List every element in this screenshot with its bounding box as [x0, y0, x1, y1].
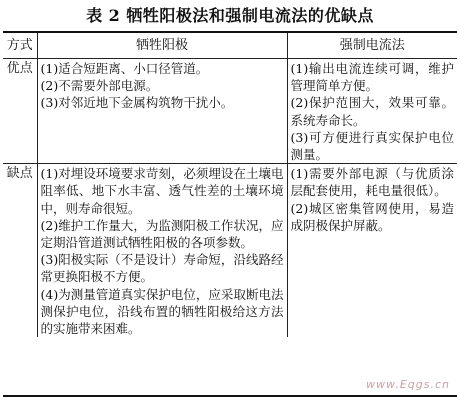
table-title: 表 2 牺牲阳极法和强制电流法的优缺点 [86, 6, 374, 25]
list-item: (3)阳极实际（不是设计）寿命短，沿线路经常更换阳极不方便。 [40, 252, 284, 285]
list-item: (1)需要外部电源（与优质涂层配套使用，耗电量很低）。 [290, 166, 454, 199]
list-item: (2)不需要外部电源。 [40, 78, 159, 94]
list-item: (1)对埋设环境要求苛刻，必须埋设在土壤电阻率低、地下水丰富、透气性差的土壤环境中，则寿命很短。 [40, 166, 284, 216]
list-item: (3)可方便进行真实保护电位测量。 [290, 129, 454, 163]
list-item: (1)输出电流连续可调，维护管理简单方便。 [290, 61, 454, 94]
advantages-impressed-cell [287, 59, 457, 164]
comparison-table [3, 33, 457, 337]
advantages-sacrificial-cell [37, 59, 287, 164]
list-item: (2)保护范围大，效果可靠。系统寿命长。 [290, 95, 454, 128]
header-method: 方式 [3, 33, 37, 59]
disadvantages-label: 缺点 [3, 164, 37, 338]
header-sacrificial-anode: 牺牲阳极 [37, 33, 287, 59]
list-item: (2)城区密集管网使用，易造成阴极保护屏蔽。 [290, 200, 454, 233]
disadvantages-sacrificial-cell [37, 164, 287, 338]
advantages-label: 优点 [3, 59, 37, 164]
advantages-row [3, 59, 457, 164]
list-item: (3)对邻近地下金属构筑物干扰小。 [40, 95, 234, 111]
list-item: (1)适合短距离、小口径管道。 [40, 61, 209, 76]
bottom-rule [3, 395, 457, 397]
watermark-text: www.Eqgs.cn [366, 378, 450, 391]
header-impressed-current: 强制电流法 [287, 33, 457, 59]
list-item: (4)为测量管道真实保护电位，应采取断电法测保护电位，沿线布置的牺牲阳极给这方法的实施带来困难。 [40, 286, 284, 337]
list-item: (2)维护工作量大，为监测阳极工作状况，应定期沿管道测试牺牲阳极的各项参数。 [40, 217, 284, 251]
header-row [3, 33, 457, 59]
disadvantages-row [3, 164, 457, 338]
disadvantages-impressed-cell [287, 164, 457, 338]
